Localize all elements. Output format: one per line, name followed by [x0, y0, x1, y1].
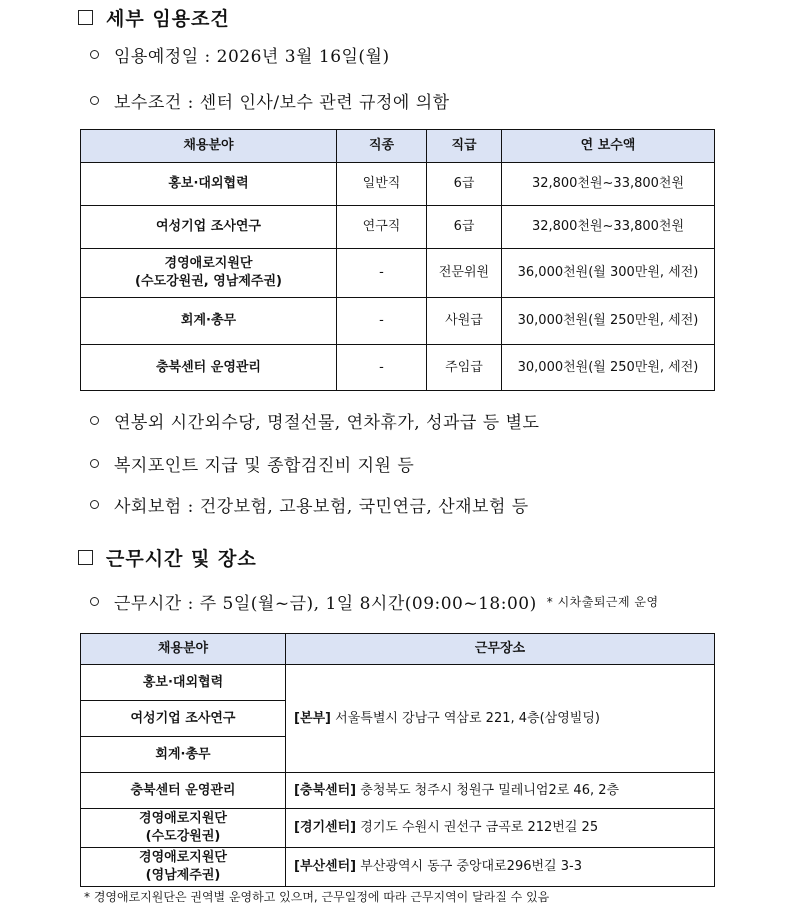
bullet-salary-terms: [90, 88, 450, 113]
bullet-extra-pay: [90, 408, 539, 433]
cell-field: 회계·총무: [81, 737, 286, 773]
table-row: [81, 206, 715, 249]
cell-field: 홍보·대외협력: [81, 163, 337, 206]
table-row: [81, 809, 715, 848]
cell-salary: 32,800천원~33,800천원: [502, 163, 715, 206]
section-title: 근무시간 및 장소: [106, 548, 257, 570]
cell-salary: 32,800천원~33,800천원: [502, 206, 715, 249]
cell-field: 충북센터 운영관리: [81, 773, 286, 809]
header-field: 채용분야: [81, 634, 286, 665]
cell-location: [286, 809, 715, 848]
cell-type: -: [337, 298, 427, 345]
bullet-work-hours: [90, 589, 659, 614]
location-address: 충청북도 청주시 청원구 밀레니엄2로 46, 2층: [360, 782, 620, 798]
cell-grade: 6급: [427, 163, 502, 206]
bullet-text: 근무시간 : 주 5일(월~금), 1일 8시간(09:00~18:00): [114, 594, 537, 614]
table-row: [81, 249, 715, 298]
cell-salary: 30,000천원(월 250만원, 세전): [502, 345, 715, 391]
table-row: [81, 163, 715, 206]
bullet-text: 사회보험 : 건강보험, 고용보험, 국민연금, 산재보험 등: [114, 497, 529, 517]
field-line-1: 경영애로지원단: [139, 811, 227, 826]
cell-grade: 사원급: [427, 298, 502, 345]
header-location: 근무장소: [286, 634, 715, 665]
location-tag: [부산센터]: [294, 859, 357, 874]
salary-table: [80, 129, 715, 391]
cell-field: [81, 809, 286, 848]
bullet-text: 임용예정일 : 2026년 3월 16일(월): [114, 47, 390, 67]
cell-field: 홍보·대외협력: [81, 665, 286, 701]
square-outline-icon: [78, 10, 93, 25]
field-line-2: (수도강원권, 영남제주권): [135, 274, 282, 289]
footnote: * 경영애로지원단은 권역별 운영하고 있으며, 근무일정에 따라 근무지역이 달라질 수 있음: [84, 890, 550, 904]
location-tag: [충북센터]: [294, 782, 357, 798]
table-row: [81, 345, 715, 391]
cell-type: 연구직: [337, 206, 427, 249]
section-heading-employment-terms: [78, 4, 230, 31]
table-row: [81, 773, 715, 809]
table-row: [81, 298, 715, 345]
cell-type: -: [337, 249, 427, 298]
cell-location: [286, 773, 715, 809]
bullet-insurance: [90, 492, 529, 517]
location-address: 서울특별시 강남구 역삼로 221, 4층(삼영빌딩): [335, 710, 600, 726]
header-grade: 직급: [427, 130, 502, 163]
bullet-text: 복지포인트 지급 및 종합검진비 지원 등: [114, 456, 415, 476]
cell-grade: 전문위원: [427, 249, 502, 298]
cell-field: 여성기업 조사연구: [81, 206, 337, 249]
field-line-1: 경영애로지원단: [164, 256, 253, 271]
circle-bullet-icon: [90, 459, 99, 468]
square-outline-icon: [78, 550, 93, 565]
cell-field: 충북센터 운영관리: [81, 345, 337, 391]
location-address: 경기도 수원시 권선구 금곡로 212번길 25: [360, 820, 599, 835]
field-line-1: 경영애로지원단: [139, 850, 227, 865]
header-type: 직종: [337, 130, 427, 163]
cell-type: -: [337, 345, 427, 391]
field-line-2: (영남제주권): [145, 868, 221, 883]
section-title: 세부 임용조건: [106, 8, 230, 30]
location-tag: [경기센터]: [294, 820, 357, 835]
cell-field: [81, 249, 337, 298]
location-tag: [본부]: [294, 710, 331, 726]
bullet-text: 연봉외 시간외수당, 명절선물, 연차휴가, 성과급 등 별도: [114, 413, 540, 433]
bullet-welfare: [90, 451, 414, 476]
cell-location-hq: [286, 665, 715, 773]
cell-field: [81, 848, 286, 887]
section-heading-work-hours-location: [78, 544, 257, 571]
table-header-row: [81, 634, 715, 665]
table-row: [81, 665, 715, 701]
table-row: [81, 848, 715, 887]
header-salary: 연 보수액: [502, 130, 715, 163]
cell-location: [286, 848, 715, 887]
table-header-row: [81, 130, 715, 163]
circle-bullet-icon: [90, 96, 99, 105]
field-line-2: (수도강원권): [145, 829, 221, 844]
circle-bullet-icon: [90, 416, 99, 425]
cell-type: 일반직: [337, 163, 427, 206]
cell-salary: 36,000천원(월 300만원, 세전): [502, 249, 715, 298]
circle-bullet-icon: [90, 597, 99, 606]
cell-grade: 주임급: [427, 345, 502, 391]
header-field: 채용분야: [81, 130, 337, 163]
cell-field: 여성기업 조사연구: [81, 701, 286, 737]
bullet-text: 보수조건 : 센터 인사/보수 관련 규정에 의함: [114, 93, 450, 113]
circle-bullet-icon: [90, 50, 99, 59]
cell-grade: 6급: [427, 206, 502, 249]
bullet-start-date: [90, 42, 390, 67]
location-address: 부산광역시 동구 중앙대로296번길 3-3: [360, 859, 582, 874]
location-table: [80, 633, 715, 887]
flex-time-note: * 시차출퇴근제 운영: [546, 595, 659, 609]
circle-bullet-icon: [90, 500, 99, 509]
cell-salary: 30,000천원(월 250만원, 세전): [502, 298, 715, 345]
cell-field: 회계·총무: [81, 298, 337, 345]
